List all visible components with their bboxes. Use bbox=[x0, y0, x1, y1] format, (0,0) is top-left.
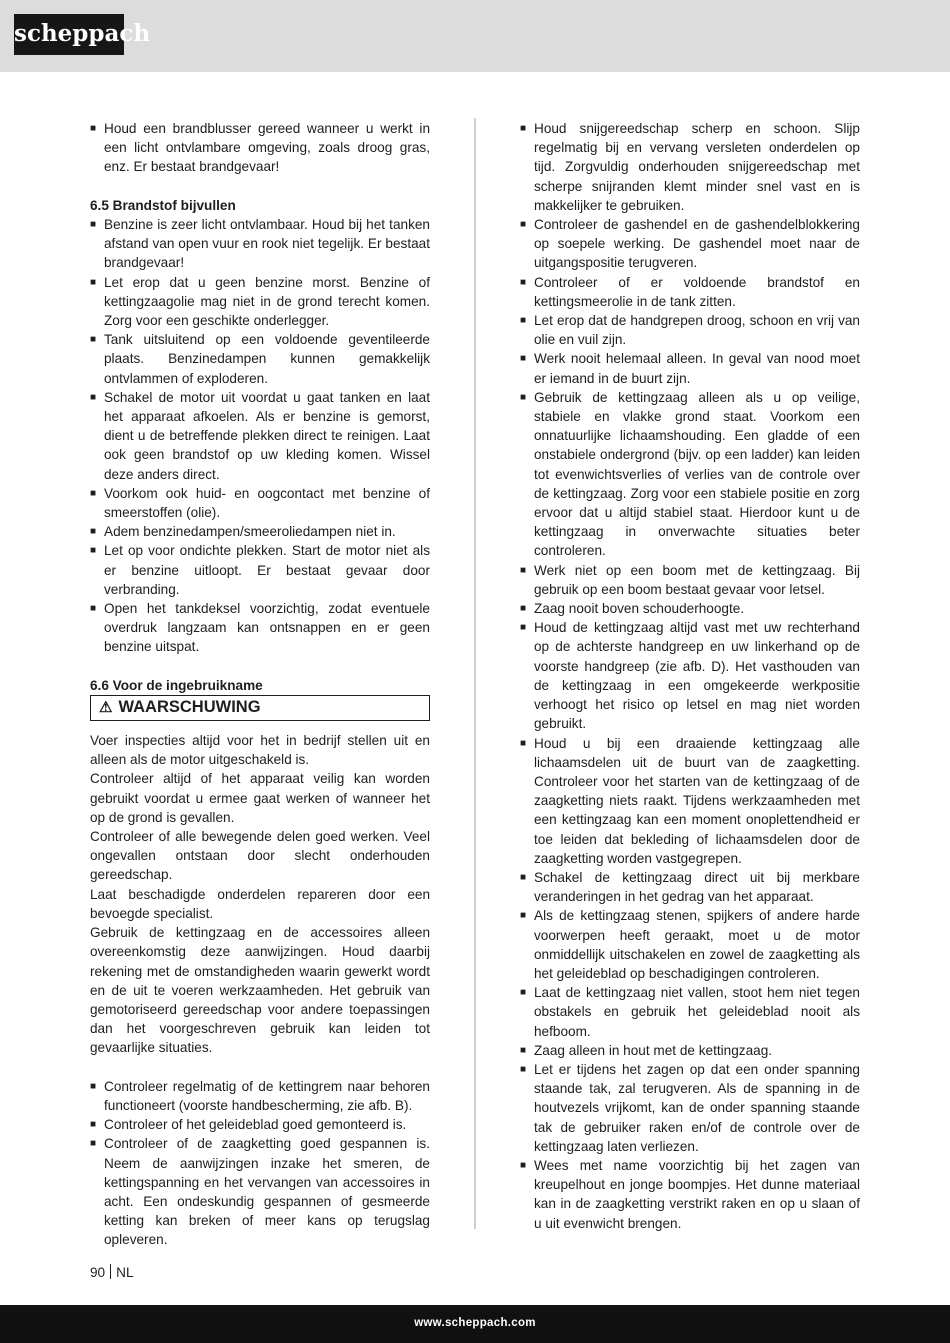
list-item: ■ Schakel de motor uit voordat u gaat tanken en laat het apparaat afkoelen. Als er benzine is gemorst, dient u de betreffende plekken direct te reinigen. Laat ook geen brandstof op uw kleding komen. Wissel deze anders direct. bbox=[90, 388, 430, 484]
list-item: ■ Let op voor ondichte plekken. Start de motor niet als er benzine uitloopt. Er bestaat gevaar door verbranding. bbox=[90, 541, 430, 599]
paragraph: Controleer altijd of het apparaat veilig kan worden gebruikt voordat u ermee gaat werken of wanneer het op de grond is gevallen. bbox=[90, 771, 430, 825]
list-item: ■ Controleer of het geleideblad goed gemonteerd is. bbox=[90, 1115, 430, 1134]
list-item: ■ Werk niet op een boom met de kettingzaag. Bij gebruik op een boom bestaat gevaar voor letsel. bbox=[520, 561, 860, 599]
list-item: ■ Controleer of er voldoende brandstof en kettingsmeerolie in de tank zitten. bbox=[520, 273, 860, 311]
warning-triangle-icon: ⚠ bbox=[99, 699, 113, 717]
list-item: ■ Tank uitsluitend op een voldoende geventileerde plaats. Benzinedampen kunnen gemakkelijk ontvlammen of exploderen. bbox=[90, 330, 430, 388]
warning-box bbox=[90, 695, 430, 721]
column-divider bbox=[474, 118, 476, 1229]
section-heading: 6.6 Voor de ingebruikname bbox=[90, 677, 263, 693]
list-item: ■ Benzine is zeer licht ontvlambaar. Houd bij het tanken afstand van open vuur en rook niet tegelijk. Er bestaat brandgevaar! bbox=[90, 215, 430, 273]
list-item: ■ Controleer regelmatig of de kettingrem naar behoren functioneert (voorste handbescherming, zie afb. B). bbox=[90, 1077, 430, 1115]
list-item: ■ Adem benzinedampen/smeeroliedampen niet in. bbox=[90, 522, 430, 541]
left-column bbox=[90, 119, 430, 1250]
paragraph: Controleer of alle bewegende delen goed werken. Veel ongevallen ontstaan door slecht onderhouden gereedschap. bbox=[90, 829, 430, 883]
paragraph: Voer inspecties altijd voor het in bedrijf stellen uit en alleen als de motor uitgeschakeld is. bbox=[90, 733, 430, 768]
list-item: ■ Let erop dat u geen benzine morst. Benzine of kettingzaagolie mag niet in de grond terecht komen. Zorg voor een geschikte onderlegger. bbox=[90, 273, 430, 331]
list-item: ■ Houd u bij een draaiende kettingzaag alle lichaamsdelen uit de buurt van de zaagketting. Controleer voor het starten van de kettingzaag of de zaagketting niets raakt. Tijdens werkzaamheden met een kettingzaag kan een moment onoplettendheid er toe leiden dat bekleding of lichaamsdelen door de zaagketting worden vastgegrepen. bbox=[520, 734, 860, 868]
list-item: ■ Zaag nooit boven schouderhoogte. bbox=[520, 599, 860, 618]
list-item: ■ Controleer of de zaagketting goed gespannen is. Neem de aanwijzingen inzake het smeren, de kettingspanning en het vervangen van accessoires in acht. Een ondeskundig gespannen of gesmeerde ketting kan breken of meer kans op terugslag opleveren. bbox=[90, 1134, 430, 1249]
list-item: ■ Laat de kettingzaag niet vallen, stoot hem niet tegen obstakels en gebruik het geleideblad nooit als hefboom. bbox=[520, 983, 860, 1041]
list-item: ■ Houd de kettingzaag altijd vast met uw rechterhand op de achterste handgreep en uw linkerhand op de voorste handgreep (zie afb. D). Het vasthouden van de kettingzaag in een omgekeerde werkpositie verhoogt het risico op letsel en mag niet worden gebruikt. bbox=[520, 618, 860, 733]
list-item: ■ Controleer de gashendel en de gashendelblokkering op soepele werking. De gashendel moet naar de uitgangspositie terugveren. bbox=[520, 215, 860, 273]
list-item: ■ Werk nooit helemaal alleen. In geval van nood moet er iemand in de buurt zijn. bbox=[520, 349, 860, 387]
page-header bbox=[0, 0, 950, 72]
list-item: ■ Let erop dat de handgrepen droog, schoon en vrij van olie en vuil zijn. bbox=[520, 311, 860, 349]
warning-label: WAARSCHUWING bbox=[118, 698, 261, 717]
website-link[interactable]: www.scheppach.com bbox=[414, 1317, 536, 1329]
list-item: ■ Open het tankdeksel voorzichtig, zodat eventuele overdruk langzaam kan ontsnappen en er geen benzine uitspat. bbox=[90, 599, 430, 657]
page-footer-number bbox=[90, 1264, 134, 1280]
list-item: ■ Wees met name voorzichtig bij het zagen van kreupelhout en jonge boompjes. Het dunne materiaal kan in de zaagketting verstrikt raken en op u slaan of u uit evenwicht brengen. bbox=[520, 1156, 860, 1233]
page-number: 90 bbox=[90, 1265, 106, 1280]
footer-bar bbox=[0, 1305, 950, 1343]
list-item: ■ Als de kettingzaag stenen, spijkers of andere harde voorwerpen heeft geraakt, moet u de motor onmiddellijk uitschakelen en zowel de zaagketting als het geleideblad op beschadigingen controleren. bbox=[520, 906, 860, 983]
list-item: ■ Schakel de kettingzaag direct uit bij merkbare veranderingen in het gedrag van het apparaat. bbox=[520, 868, 860, 906]
paragraph: Gebruik de kettingzaag en de accessoires alleen overeenkomstig deze aanwijzingen. Houd daarbij rekening met de omstandigheden waarin gewerkt wordt en de uit te voeren werkzaamheden. Het gebruik van gemotoriseerd gereedschap voor andere toepassingen dan het voorgeschreven gebruik kan leiden tot gevaarlijke situaties. bbox=[90, 925, 430, 1056]
brand-logo: scheppach bbox=[14, 14, 124, 55]
list-item: ■ Voorkom ook huid- en oogcontact met benzine of smeerstoffen (olie). bbox=[90, 484, 430, 522]
list-item: ■ Gebruik de kettingzaag alleen als u op veilige, stabiele en vlakke grond staat. Voorkom een onnatuurlijke lichaamshouding. Een gladde of een onstabiele ondergrond (bijv. op een ladder) kan leiden tot evenwichtsverlies of verlies van de controle over de kettingzaag. Zorg voor een stabiele positie en zorg ervoor dat u altijd stabiel staat. Hierdoor kunt u de kettingzaag in onverwachte situaties beter controleren. bbox=[520, 388, 860, 561]
list-item: ■ Houd snijgereedschap scherp en schoon. Slijp regelmatig bij en vervang versleten onderdelen op tijd. Zorgvuldig onderhouden snijgereedschap met scherpe snijranden klemt minder snel vast en is makkelijker te gebruiken. bbox=[520, 119, 860, 215]
right-column bbox=[520, 119, 860, 1233]
language-code: NL bbox=[116, 1265, 134, 1280]
list-item: ■ Let er tijdens het zagen op dat een onder spanning staande tak, zal terugveren. Als de spanning in de houtvezels vrijkomt, kan de onder spanning staande tak de gebruiker raken en/of de controle over de kettingzaag laten verliezen. bbox=[520, 1060, 860, 1156]
list-item: ■ Houd een brandblusser gereed wanneer u werkt in een licht ontvlambare omgeving, zoals droog gras, enz. Er bestaat brandgevaar! bbox=[90, 119, 430, 177]
list-item: ■ Zaag alleen in hout met de kettingzaag. bbox=[520, 1041, 860, 1060]
section-heading: 6.5 Brandstof bijvullen bbox=[90, 197, 236, 213]
paragraph: Laat beschadigde onderdelen repareren door een bevoegde specialist. bbox=[90, 886, 430, 921]
